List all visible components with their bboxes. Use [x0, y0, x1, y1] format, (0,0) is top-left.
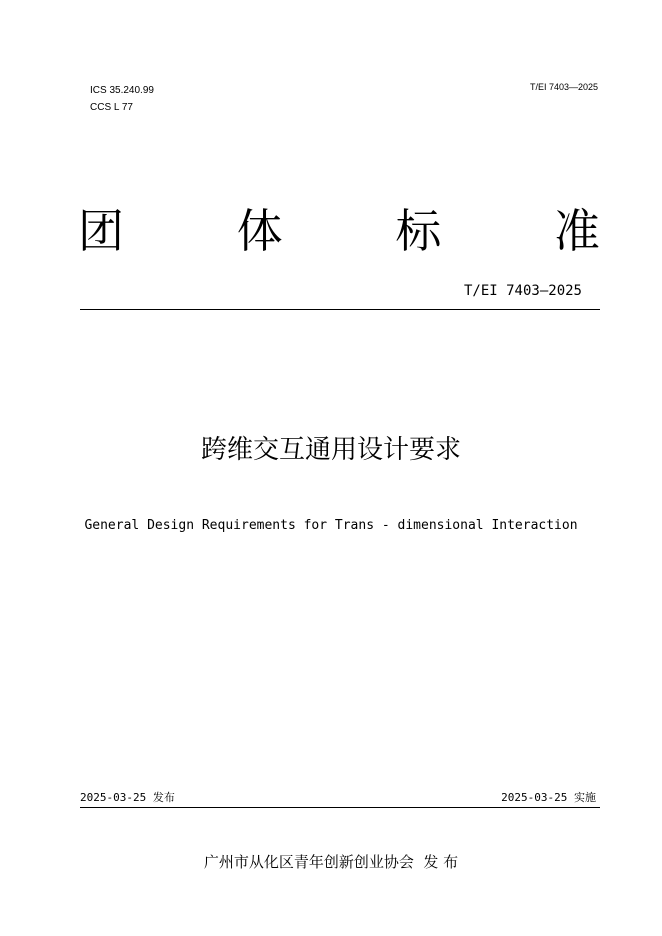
- heading-char-1: 团: [78, 204, 124, 258]
- document-title-en: General Design Requirements for Trans - dimensional Interaction: [84, 518, 578, 533]
- publisher: 广州市从化区青年创新创业协会 发 布: [203, 853, 459, 871]
- ccs-code: CCS L 77: [90, 102, 133, 113]
- header-standard-code: T/EI 7403—2025: [529, 82, 598, 92]
- issue-date: 2025-03-25 发布: [80, 791, 175, 804]
- document-title-cn: 跨维交互通用设计要求: [200, 435, 461, 465]
- top-divider: [80, 309, 600, 310]
- standard-code: T/EI 7403—2025: [463, 283, 582, 299]
- standard-type-heading: [78, 200, 600, 262]
- heading-char-4: 准: [553, 204, 600, 258]
- heading-char-2: 体: [236, 204, 283, 258]
- implementation-date: 2025-03-25 实施: [501, 791, 596, 804]
- heading-char-3: 标: [395, 204, 442, 258]
- ics-code: ICS 35.240.99: [90, 85, 154, 96]
- bottom-divider: [80, 807, 600, 808]
